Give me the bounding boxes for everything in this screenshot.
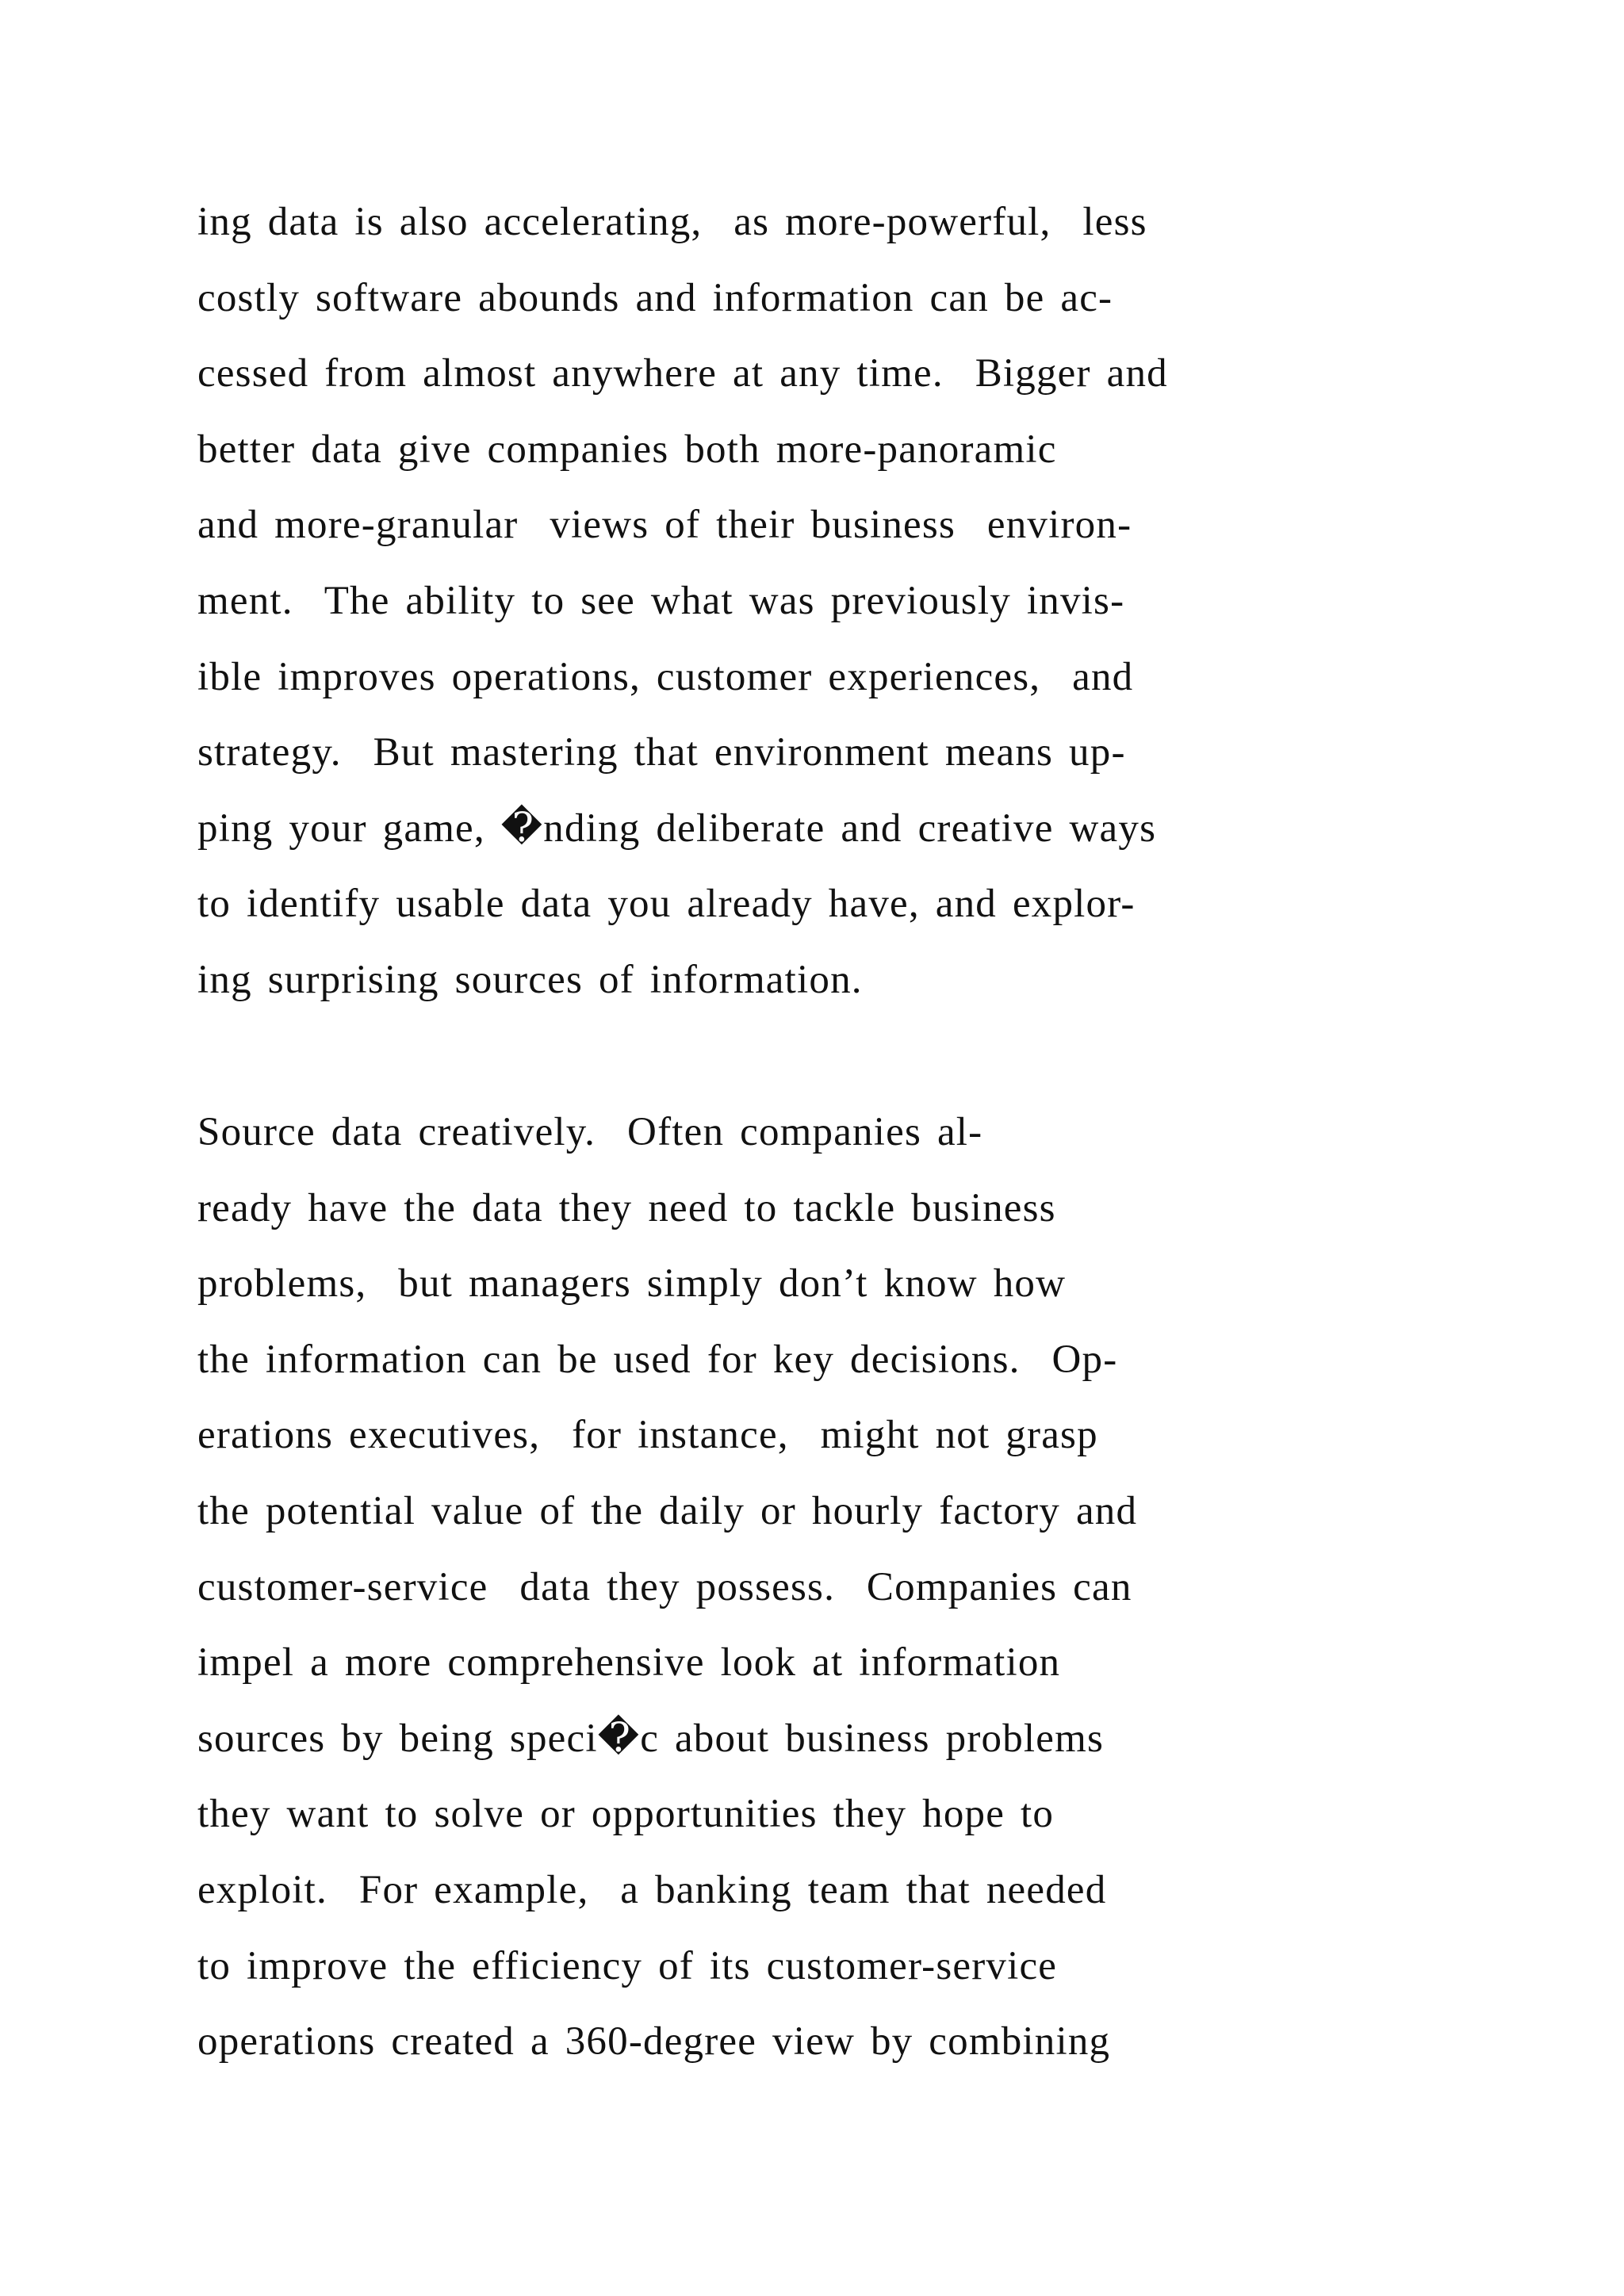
text-line: ing surprising sources of information. [197, 957, 863, 1002]
text-line: costly software abounds and information can be ac- [197, 275, 1113, 320]
text-line: better data give companies both more-panoramic [197, 427, 1057, 472]
text-line: the potential value of the daily or hourly factory and [197, 1488, 1138, 1533]
text-line: ready have the data they need to tackle business [197, 1185, 1056, 1230]
text-line: ing data is also accelerating, as more-powerful, less [197, 200, 1147, 244]
text-line: ment. The ability to see what was previously invis- [197, 578, 1125, 623]
text-line: they want to solve or opportunities they hope to [197, 1792, 1055, 1837]
text-line: ible improves operations, customer experiences, and [197, 654, 1134, 699]
text-line: impel a more comprehensive look at information [197, 1640, 1061, 1686]
text-line: operations created a 360-degree view by combining [197, 2019, 1111, 2064]
text-line: ping your game, �nding deliberate and creative ways [197, 806, 1157, 851]
text-line: cessed from almost anywhere at any time. Bigger and [197, 351, 1168, 396]
text-line: and more-granular views of their business environ- [197, 503, 1132, 548]
text-line: Source data creatively. Often companies al- [197, 1110, 983, 1154]
text-line: to improve the efficiency of its customer-service [197, 1943, 1058, 1988]
body-paragraph-1 [197, 189, 1545, 1023]
text-line: customer-service data they possess. Companies can [197, 1564, 1132, 1609]
text-line: erations executives, for instance, might not grasp [197, 1413, 1098, 1458]
text-line: the information can be used for key decisions. Op- [197, 1337, 1118, 1382]
body-paragraph-2 [197, 1099, 1545, 2084]
text-line: problems, but managers simply don’t know how [197, 1261, 1067, 1307]
text-line: exploit. For example, a banking team that needed [197, 1867, 1107, 1912]
text-line: to identify usable data you already have, and explor- [197, 882, 1136, 927]
text-line: sources by being speci�c about business problems [197, 1716, 1105, 1761]
text-line: strategy. But mastering that environment means up- [197, 730, 1126, 775]
